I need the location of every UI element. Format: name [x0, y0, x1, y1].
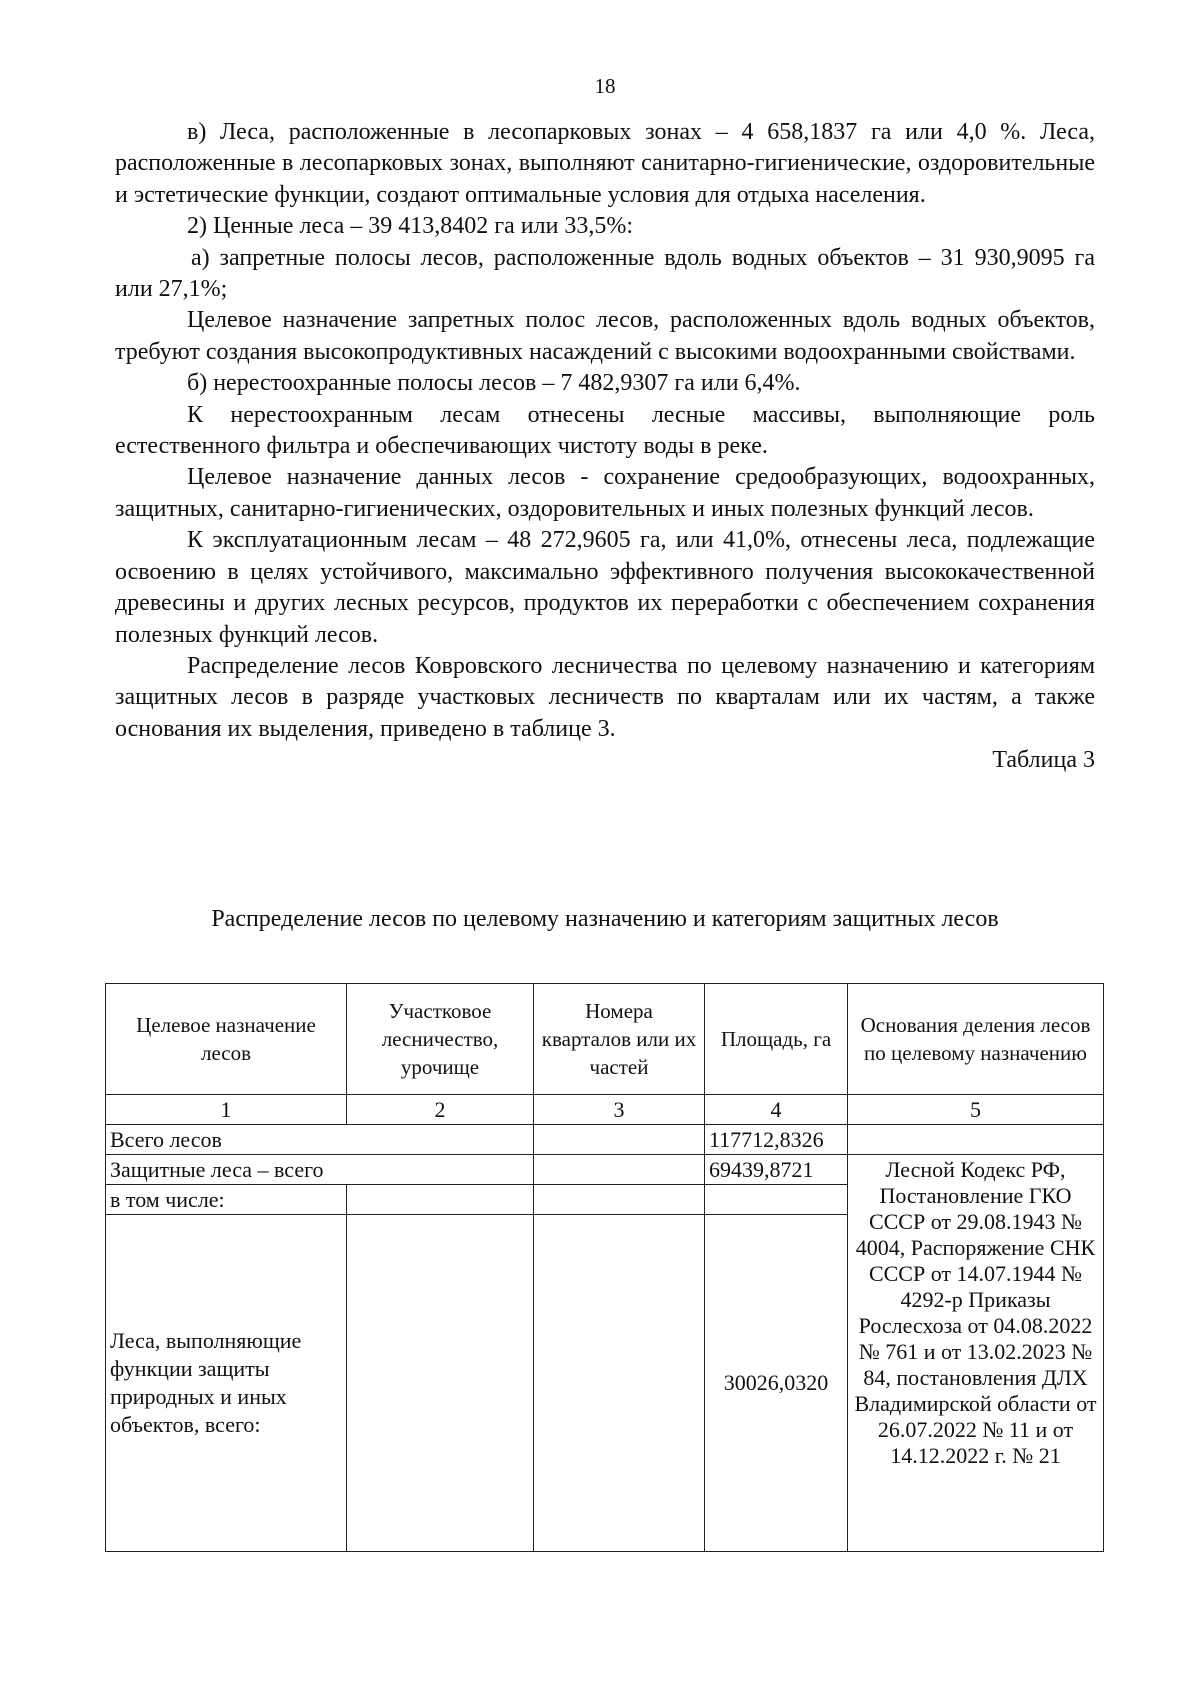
- paragraph: Целевое назначение запретных полос лесов, расположенных вдоль водных объектов, требуют создания высокопродуктивных насаждений с высокими водоохранными свойствами.: [115, 307, 1095, 365]
- column-number: 3: [534, 1095, 705, 1125]
- purpose-cell: в том числе:: [106, 1185, 347, 1215]
- column-number: 2: [347, 1095, 534, 1125]
- page-number: 18: [594, 74, 616, 98]
- table-label: Таблица 3: [992, 747, 1095, 774]
- column-number: 1: [106, 1095, 347, 1125]
- paragraph: К эксплуатационным лесам – 48 272,9605 га, или 41,0%, отнесены леса, подлежащие освоению в целях устойчивого, максимально эффективного получения высококачественной древесины и других лесных ресурсов, продуктов их переработки с обеспечением сохранения полезных функций лесов.: [115, 527, 1095, 648]
- paragraph: К нерестоохранным лесам отнесены лесные массивы, выполняющие роль естественного фильтра и обеспечивающих чистоту воды в реке.: [115, 401, 1095, 460]
- area-cell: 117712,8326: [705, 1125, 848, 1155]
- paragraph: Целевое назначение данных лесов - сохранение средообразующих, водоохранных, защитных, санитарно-гигиенических, оздоровительных и иных полезных функций лесов.: [115, 464, 1095, 522]
- purpose-cell: Леса, выполняющие функции защиты природных и иных объектов, всего:: [106, 1215, 347, 1552]
- header-cell: Целевое назначение лесов: [106, 984, 347, 1095]
- table-row: [106, 1125, 1104, 1155]
- forest-distribution-table: [105, 983, 1104, 1552]
- basis-cell: [848, 1125, 1104, 1155]
- header-cell: Участковое лесничество, урочище: [347, 984, 534, 1095]
- area-cell: [705, 1185, 848, 1215]
- table-header-row: [106, 984, 1104, 1095]
- body-text: [115, 117, 1095, 777]
- forestry-cell: [347, 1185, 534, 1215]
- quarters-cell: [534, 1215, 705, 1552]
- purpose-cell: Защитные леса – всего: [106, 1155, 534, 1185]
- area-cell: 30026,0320: [705, 1215, 848, 1552]
- forestry-cell: [347, 1215, 534, 1552]
- header-cell: Основания деления лесов по целевому назначению: [848, 984, 1104, 1095]
- paragraph: Распределение лесов Ковровского лесничества по целевому назначению и категориям защитных лесов в разряде участковых лесничеств по кварталам или их частям, а также основания их выделения, приведено в таблице 3.: [115, 652, 1095, 742]
- paragraph: б) нерестоохранные полосы лесов – 7 482,9307 га или 6,4%.: [187, 370, 801, 397]
- paragraph: 2) Ценные леса – 39 413,8402 га или 33,5%:: [187, 213, 634, 240]
- quarters-cell: [534, 1125, 705, 1155]
- column-number-row: [106, 1095, 1104, 1125]
- header-cell: Номера кварталов или их частей: [534, 984, 705, 1095]
- basis-cell: Лесной Кодекс РФ, Постановление ГКО СССР от 29.08.1943 № 4004, Распоряжение СНК СССР от 14.07.1944 № 4292-р Приказы Рослесхоза от 04.08.2022 № 761 и от 13.02.2023 № 84, постановления ДЛХ Владимирской области от 26.07.2022 № 11 и от 14.12.2022 г. № 21: [848, 1155, 1104, 1552]
- paragraph: а) запретные полосы лесов, расположенные вдоль водных объектов – 31 930,9095 га или 27,1%;: [115, 244, 1095, 303]
- quarters-cell: [534, 1185, 705, 1215]
- area-cell: 69439,8721: [705, 1155, 848, 1185]
- header-cell: Площадь, га: [705, 984, 848, 1095]
- table-row: [106, 1155, 1104, 1185]
- table-title: Распределение лесов по целевому назначению и категориям защитных лесов: [211, 906, 999, 932]
- quarters-cell: [534, 1155, 705, 1185]
- column-number: 4: [705, 1095, 848, 1125]
- paragraph: в) Леса, расположенные в лесопарковых зонах – 4 658,1837 га или 4,0 %. Леса, расположенные в лесопарковых зонах, выполняют санитарно-гигиенические, оздоровительные и эстетические функции, создают оптимальные условия для отдыха населения.: [115, 119, 1095, 208]
- purpose-cell: Всего лесов: [106, 1125, 534, 1155]
- column-number: 5: [848, 1095, 1104, 1125]
